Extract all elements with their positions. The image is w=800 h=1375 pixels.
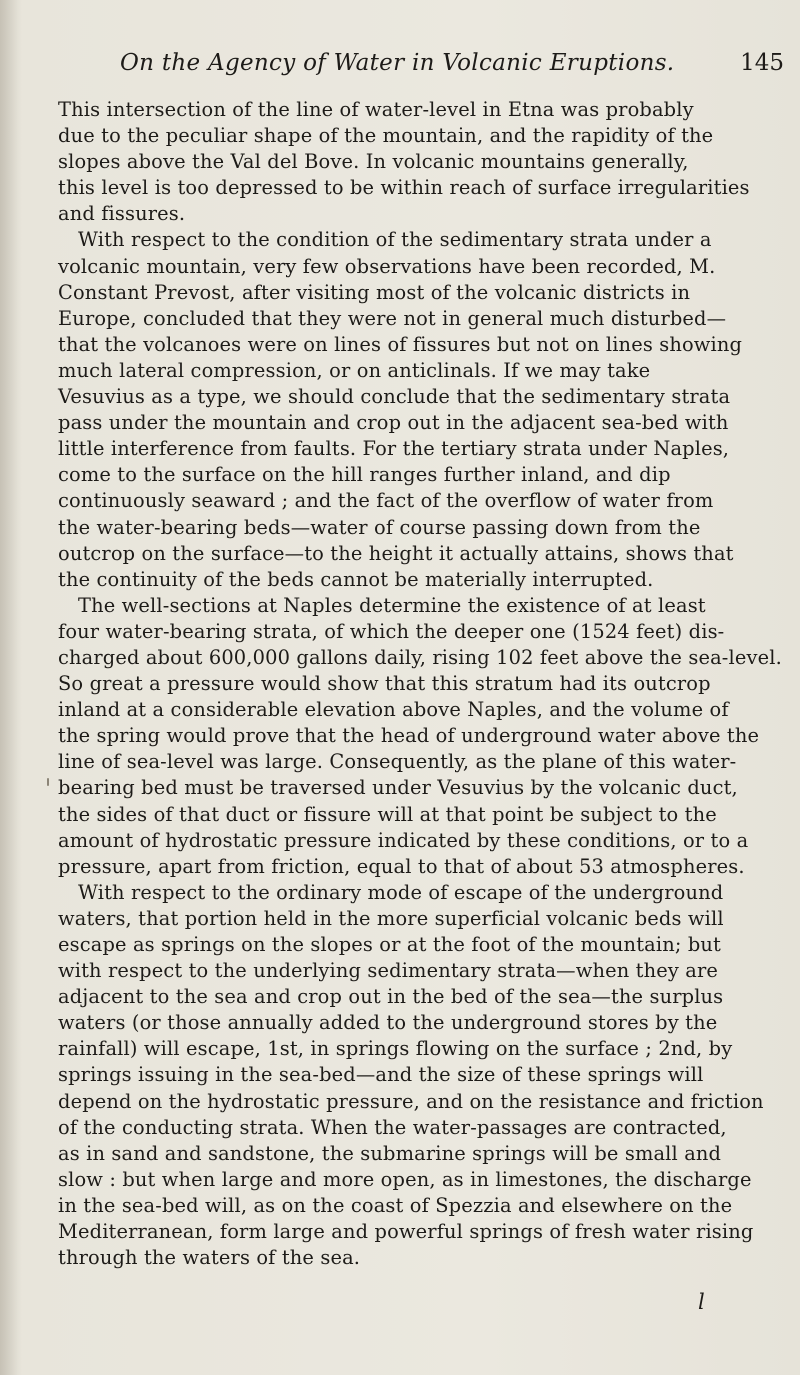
signature-mark: l bbox=[698, 1290, 705, 1314]
text-line: Vesuvius as a type, we should conclude that the sedimentary strata bbox=[58, 385, 731, 409]
text-line: adjacent to the sea and crop out in the bed of the sea—the surplus bbox=[58, 985, 724, 1009]
text-line: in the sea-bed will, as on the coast of Spezzia and elsewhere on the bbox=[58, 1193, 733, 1217]
text-line: escape as springs on the slopes or at the foot of the mountain; but bbox=[58, 933, 721, 956]
text-line: slopes above the Val del Bove. In volcanic mountains generally, bbox=[58, 150, 689, 174]
margin-mark bbox=[47, 778, 49, 786]
text-line: outcrop on the surface—to the height it actually attains, shows that bbox=[58, 541, 734, 565]
text-line: the sides of that duct or fissure will at that point be subject to the bbox=[58, 802, 717, 826]
text-line: slow : but when large and more open, as in limestones, the discharge bbox=[58, 1167, 752, 1191]
text-line: four water-bearing strata, of which the deeper one (1524 feet) dis- bbox=[58, 619, 725, 643]
text-line: and fissures. bbox=[58, 202, 186, 226]
page-header bbox=[120, 50, 784, 84]
text-line: depend on the hydrostatic pressure, and on the resistance and friction bbox=[58, 1089, 764, 1113]
text-line: with respect to the underlying sedimentary strata—when they are bbox=[58, 959, 719, 983]
body-text bbox=[58, 97, 784, 1271]
page-number: 145 bbox=[740, 50, 784, 76]
text-line: This intersection of the line of water-level in Etna was probably bbox=[58, 98, 694, 121]
text-line: line of sea-level was large. Consequently, as the plane of this water- bbox=[58, 750, 737, 774]
text-line: The well-sections at Naples determine the existence of at least bbox=[78, 593, 706, 617]
text-line: as in sand and sandstone, the submarine springs will be small and bbox=[58, 1141, 722, 1165]
text-line: volcanic mountain, very few observations have been recorded, M. bbox=[58, 254, 716, 278]
text-line: inland at a considerable elevation above Naples, and the volume of bbox=[58, 698, 729, 722]
text-line: pass under the mountain and crop out in the adjacent sea-bed with bbox=[58, 411, 729, 435]
text-line: bearing bed must be traversed under Vesuvius by the volcanic duct, bbox=[58, 776, 738, 800]
text-line: amount of hydrostatic pressure indicated by these conditions, or to a bbox=[58, 828, 749, 852]
text-line: springs issuing in the sea-bed—and the size of these springs will bbox=[58, 1063, 704, 1087]
text-line: continuously seaward ; and the fact of the overflow of water from bbox=[58, 489, 714, 513]
binding-shadow bbox=[0, 0, 22, 1375]
text-line: Constant Prevost, after visiting most of the volcanic districts in bbox=[58, 280, 691, 304]
text-line: pressure, apart from friction, equal to that of about 53 atmospheres. bbox=[58, 854, 745, 878]
text-line: come to the surface on the hill ranges further inland, and dip bbox=[58, 463, 671, 487]
text-line: With respect to the condition of the sedimentary strata under a bbox=[78, 228, 712, 252]
text-line: rainfall) will escape, 1st, in springs flowing on the surface ; 2nd, by bbox=[58, 1037, 733, 1061]
text-line: through the waters of the sea. bbox=[58, 1246, 361, 1270]
text-line: of the conducting strata. When the water-passages are contracted, bbox=[58, 1115, 727, 1139]
text-line: this level is too depressed to be within reach of surface irregularities bbox=[58, 176, 750, 200]
text-line: So great a pressure would show that this stratum had its outcrop bbox=[58, 672, 711, 696]
text-line: waters, that portion held in the more superficial volcanic beds will bbox=[58, 906, 724, 930]
text-line: waters (or those annually added to the underground stores by the bbox=[58, 1011, 718, 1035]
text-line: With respect to the ordinary mode of escape of the underground bbox=[78, 880, 724, 904]
text-line: Mediterranean, form large and powerful springs of fresh water rising bbox=[58, 1220, 754, 1244]
text-line: little interference from faults. For the tertiary strata under Naples, bbox=[58, 437, 730, 461]
text-line: that the volcanoes were on lines of fissures but not on lines showing bbox=[58, 332, 743, 356]
text-line: the continuity of the beds cannot be materially interrupted. bbox=[58, 567, 654, 591]
text-line: much lateral compression, or on anticlinals. If we may take bbox=[58, 358, 651, 382]
text-line: due to the peculiar shape of the mountain, and the rapidity of the bbox=[58, 124, 714, 148]
text-line: the spring would prove that the head of underground water above the bbox=[58, 724, 760, 748]
running-title: On the Agency of Water in Volcanic Eruptions. bbox=[120, 50, 675, 76]
text-line: Europe, concluded that they were not in general much disturbed— bbox=[58, 306, 727, 330]
text-line: the water-bearing beds—water of course passing down from the bbox=[58, 515, 701, 539]
text-line: charged about 600,000 gallons daily, rising 102 feet above the sea-level. bbox=[58, 645, 782, 669]
